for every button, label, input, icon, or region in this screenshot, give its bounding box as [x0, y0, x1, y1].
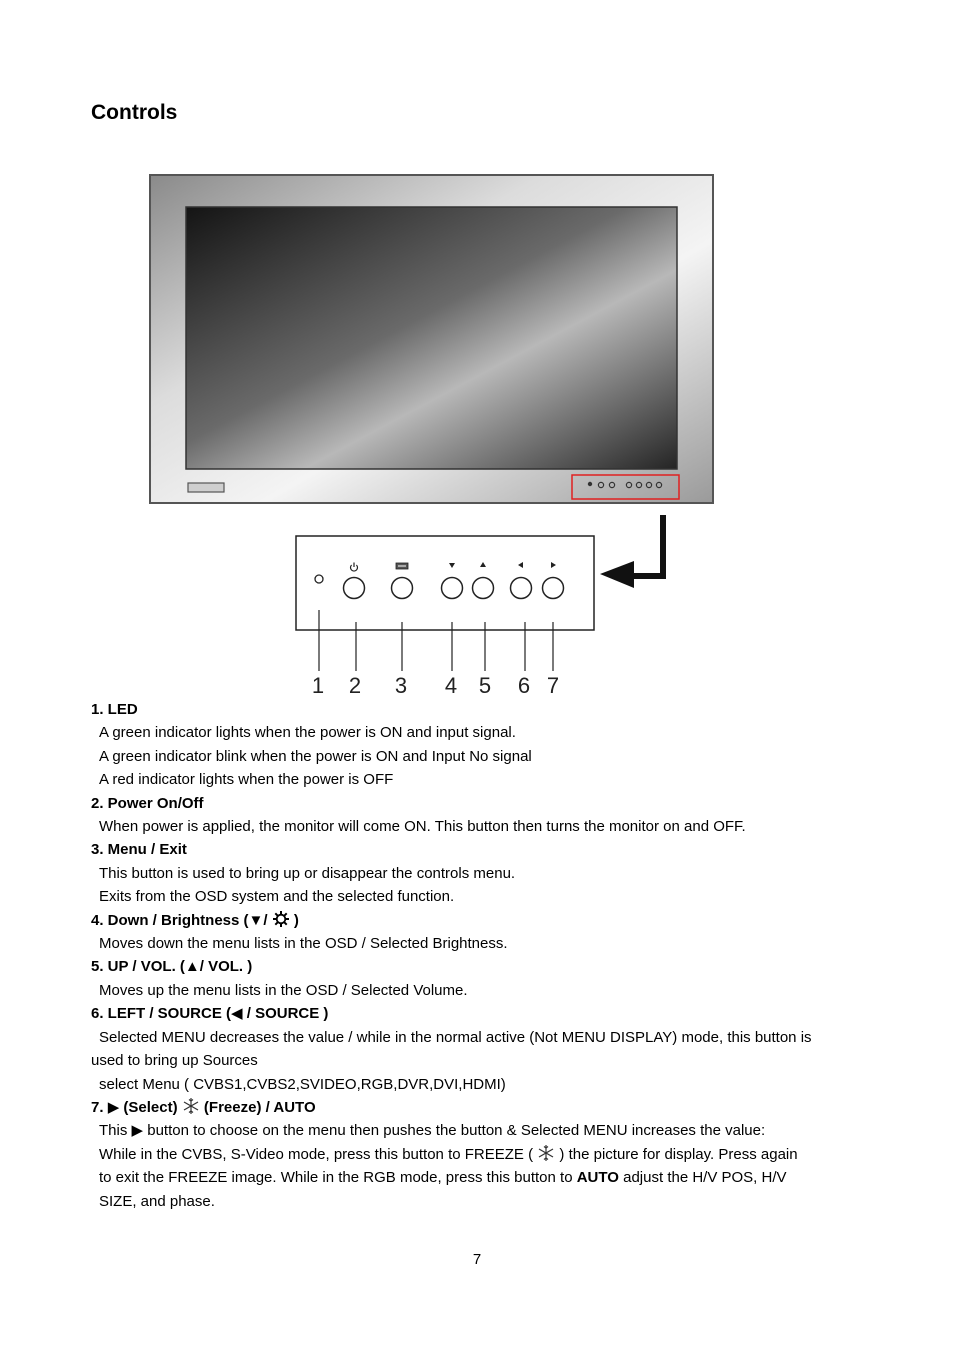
- page-title: Controls: [91, 101, 178, 124]
- section-led: [91, 698, 871, 792]
- control-panel-detail: [296, 536, 594, 671]
- section-line: A green indicator blink when the power is ON and Input No signal: [99, 747, 532, 765]
- section-line: SIZE, and phase.: [99, 1192, 215, 1210]
- freeze-icon: [182, 1097, 200, 1115]
- section-line: This button is used to bring up or disappear the controls menu.: [99, 864, 516, 882]
- freeze-icon: [537, 1144, 555, 1162]
- callout-number: 4: [444, 673, 458, 698]
- callout-number: 6: [517, 673, 531, 698]
- section-right-select: [91, 1096, 871, 1213]
- section-title: 3. Menu / Exit: [91, 841, 187, 859]
- section-line: This ▶ button to choose on the menu then pushes the button & Selected MENU increases the value:: [99, 1122, 766, 1140]
- section-line: Moves down the menu lists in the OSD / Selected Brightness.: [99, 935, 508, 953]
- menu-icon: [396, 563, 408, 569]
- control-panel-frame: [296, 536, 594, 630]
- monitor-illustration: [150, 175, 713, 503]
- callout-number: 7: [546, 673, 560, 698]
- section-line: Exits from the OSD system and the selected function.: [99, 888, 455, 906]
- section-down-brightness: [91, 909, 871, 956]
- section-menu: [91, 838, 871, 908]
- section-left-source: [91, 1002, 871, 1096]
- section-title: 1. LED: [91, 701, 138, 718]
- section-line: Selected MENU decreases the value / while in the normal active (Not MENU DISPLAY) mode, this button is: [99, 1028, 812, 1046]
- page-number: 7: [472, 1251, 482, 1268]
- section-line: When power is applied, the monitor will come ON. This button then turns the monitor on and OFF.: [99, 818, 746, 836]
- section-line: to exit the FREEZE image. While in the RGB mode, press this button to AUTO adjust the H/V POS, H/V: [99, 1169, 787, 1187]
- section-title: 2. Power On/Off: [91, 794, 204, 812]
- section-line: Moves up the menu lists in the OSD / Selected Volume.: [99, 981, 468, 999]
- section-line: used to bring up Sources: [91, 1052, 258, 1070]
- section-power: [91, 792, 871, 839]
- monitor-logo-badge: [188, 483, 224, 492]
- monitor-screen: [186, 207, 677, 469]
- section-line: A red indicator lights when the power is OFF: [99, 771, 394, 789]
- callout-number: 5: [478, 673, 492, 698]
- callout-number: 1: [311, 673, 325, 698]
- section-title: 4. Down / Brightness (▼/ ): [91, 911, 299, 929]
- section-up-volume: [91, 955, 871, 1002]
- pointer-arrow: [600, 515, 663, 588]
- section-title: 7. ▶ (Select) (Freeze) / AUTO: [91, 1098, 316, 1116]
- section-line: select Menu ( CVBS1,CVBS2,SVIDEO,RGB,DVR,DVI,HDMI): [99, 1075, 506, 1093]
- brightness-icon: [272, 910, 290, 928]
- callout-number: 3: [394, 673, 408, 698]
- callout-number: 2: [348, 673, 362, 698]
- section-line: A green indicator lights when the power is ON and input signal.: [99, 724, 516, 742]
- section-title: 6. LEFT / SOURCE (◀ / SOURCE ): [91, 1005, 329, 1023]
- section-title: 5. UP / VOL. (▲/ VOL. ): [91, 958, 253, 976]
- section-line: While in the CVBS, S-Video mode, press this button to FREEZE ( ) the picture for display. Press again: [99, 1145, 798, 1163]
- controls-description: [91, 698, 871, 1213]
